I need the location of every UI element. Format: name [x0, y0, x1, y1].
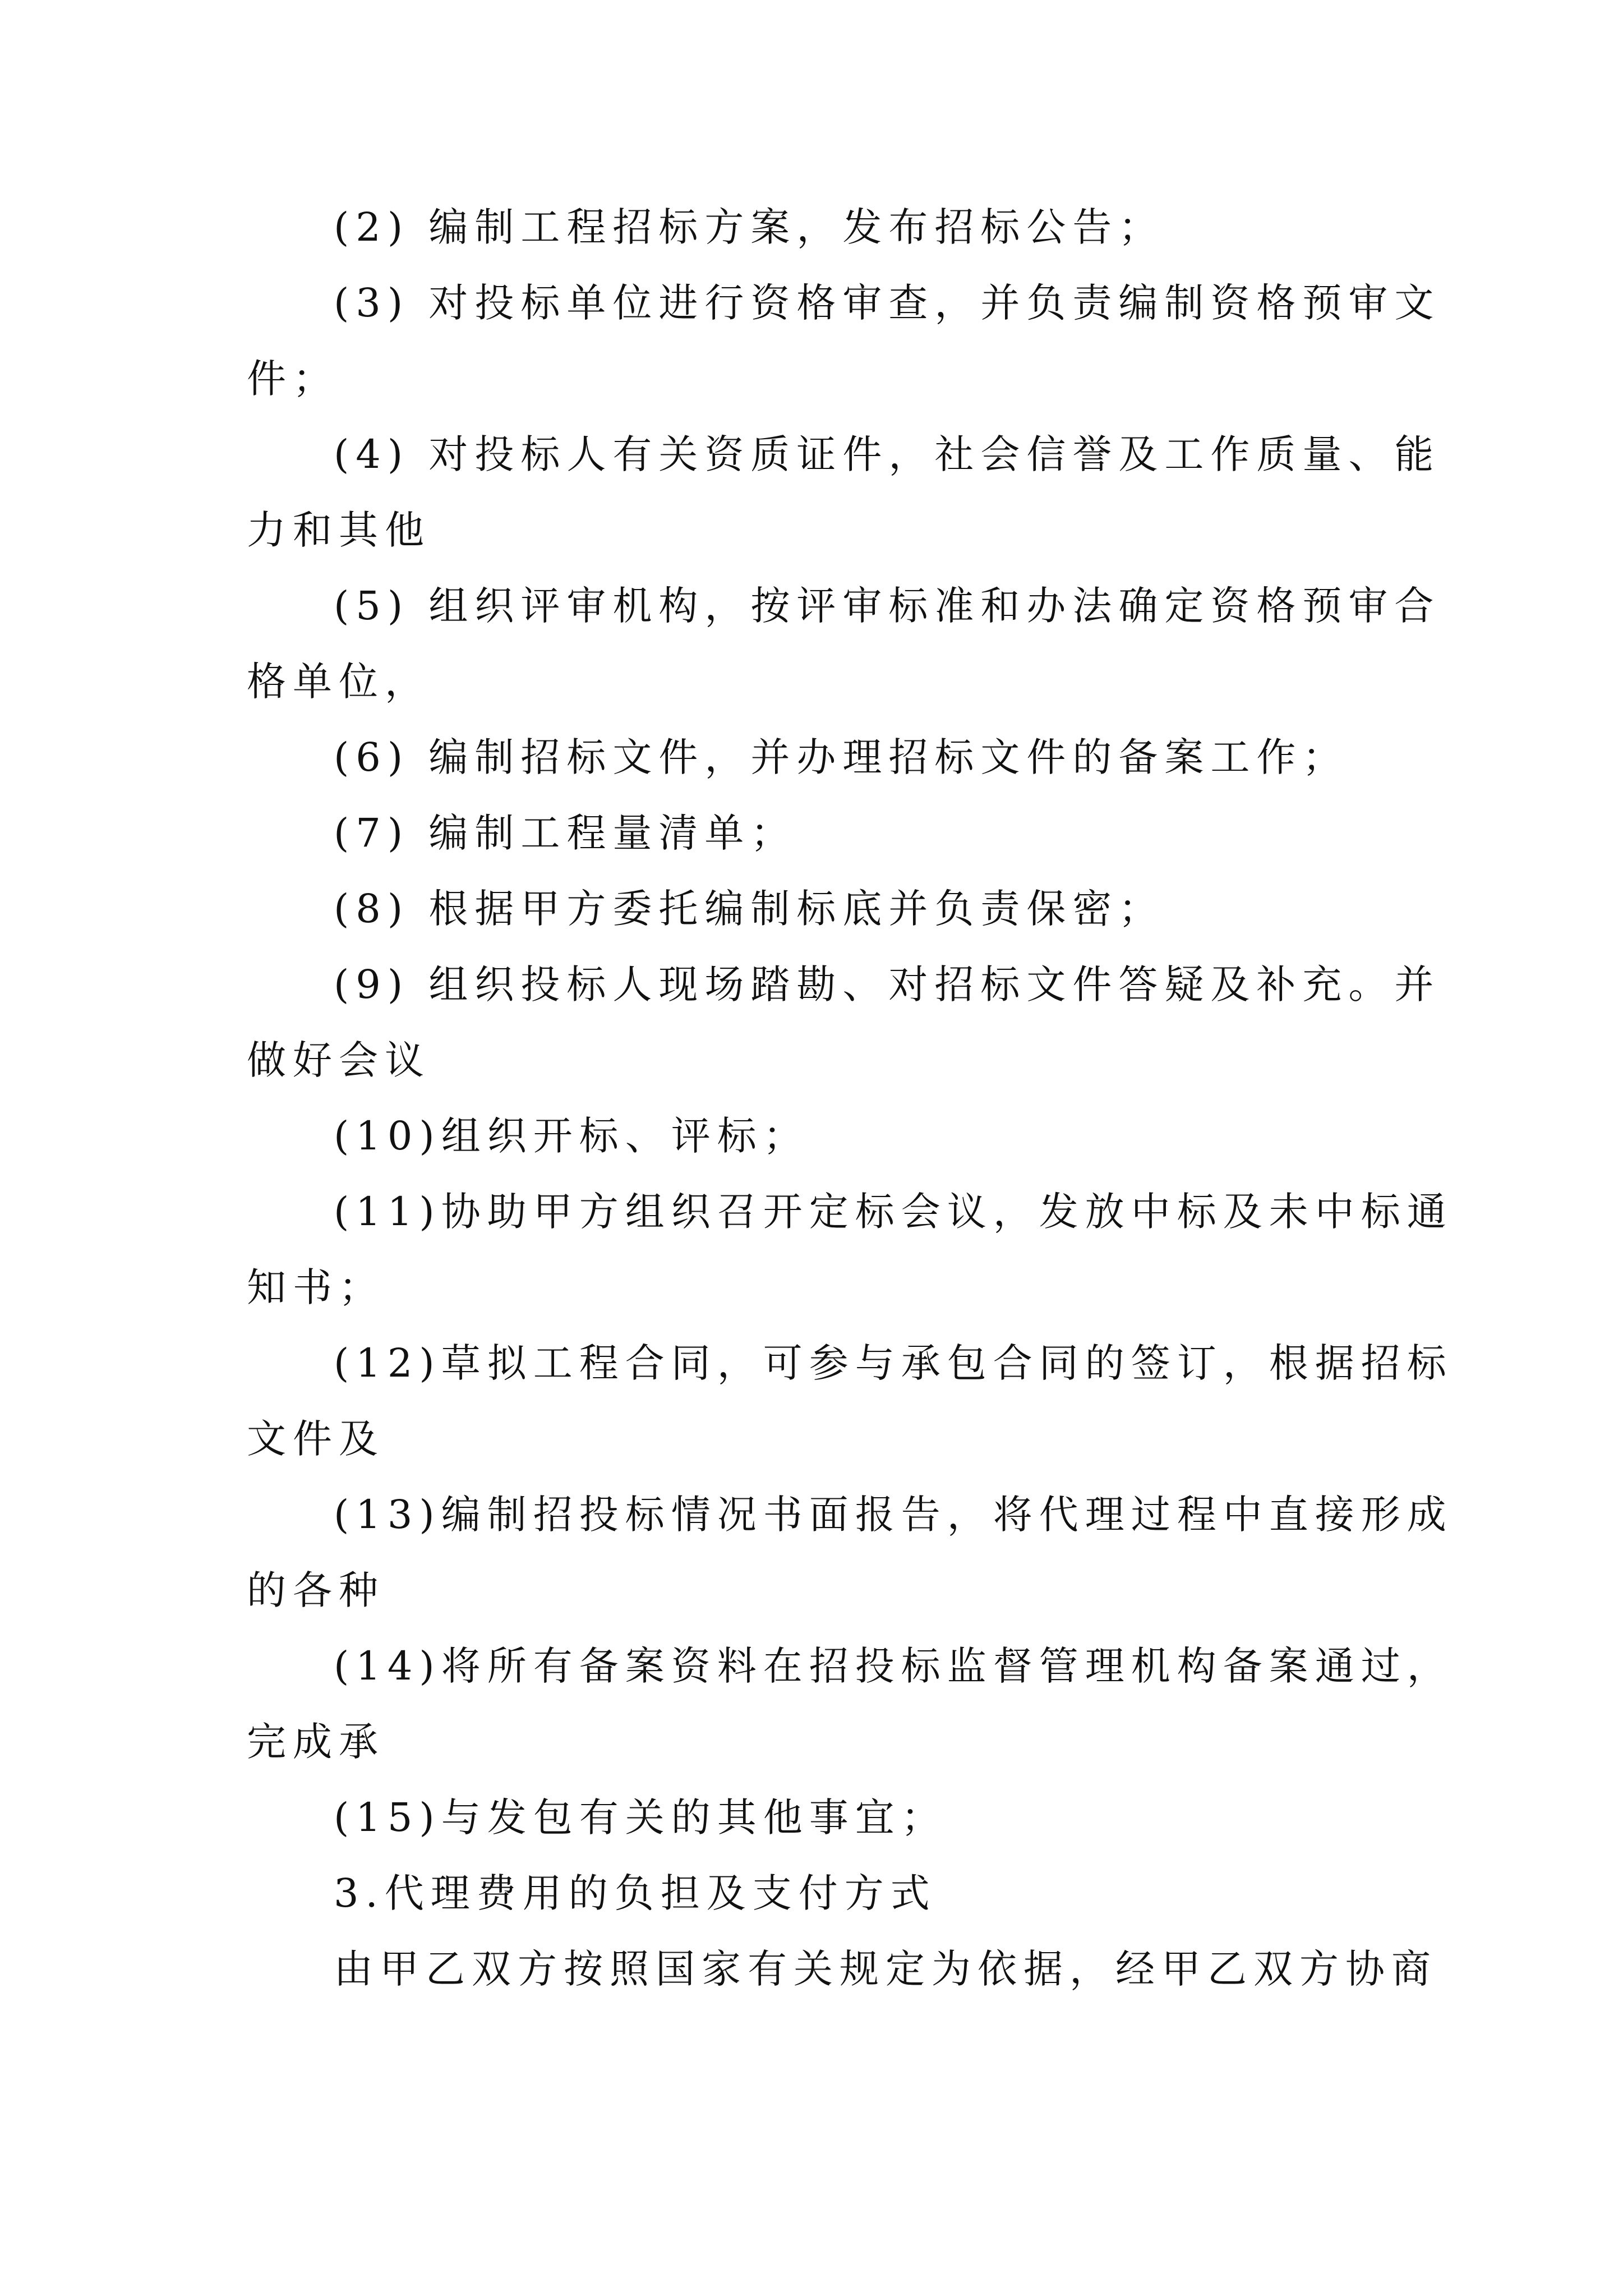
text-line: (4) 对投标人有关资质证件，社会信誉及工作质量、能 — [334, 431, 1441, 477]
text-line: (10)组织开标、评标； — [334, 1113, 809, 1159]
text-line: (9) 组织投标人现场踏勘、对招标文件答疑及补充。并 — [334, 961, 1441, 1007]
text-line: (8) 根据甲方委托编制标底并负责保密； — [334, 886, 1165, 932]
text-line: (11)协助甲方组织召开定标会议，发放中标及未中标通 — [334, 1189, 1453, 1235]
text-line: (13)编制招投标情况书面报告，将代理过程中直接形成 — [334, 1492, 1453, 1538]
text-line: (6) 编制招标文件，并办理招标文件的备案工作； — [334, 734, 1349, 780]
text-line: 做好会议 — [247, 1037, 431, 1083]
text-line: 知书； — [247, 1264, 385, 1310]
text-line: (15)与发包有关的其他事宜； — [334, 1795, 947, 1841]
text-line: (14)将所有备案资料在招投标监督管理机构备案通过， — [334, 1643, 1453, 1689]
text-line: (5) 组织评审机构，按评审标准和办法确定资格预审合 — [334, 583, 1441, 629]
text-line: 文件及 — [247, 1416, 385, 1462]
section-heading: 3.代理费用的负担及支付方式 — [334, 1870, 937, 1916]
text-line: (7) 编制工程量清单； — [334, 810, 797, 856]
text-line: (3) 对投标单位进行资格审查，并负责编制资格预审文 — [334, 280, 1441, 326]
text-line: 力和其他 — [247, 507, 431, 553]
text-line: (2) 编制工程招标方案，发布招标公告； — [334, 204, 1165, 250]
text-line: 件； — [247, 356, 339, 402]
text-line: 的各种 — [247, 1567, 385, 1613]
text-line: 由甲乙双方按照国家有关规定为依据，经甲乙双方协商 — [334, 1946, 1437, 1992]
text-line: 完成承 — [247, 1719, 385, 1765]
text-line: (12)草拟工程合同，可参与承包合同的签订，根据招标 — [334, 1340, 1453, 1386]
text-line: 格单位， — [247, 659, 431, 705]
